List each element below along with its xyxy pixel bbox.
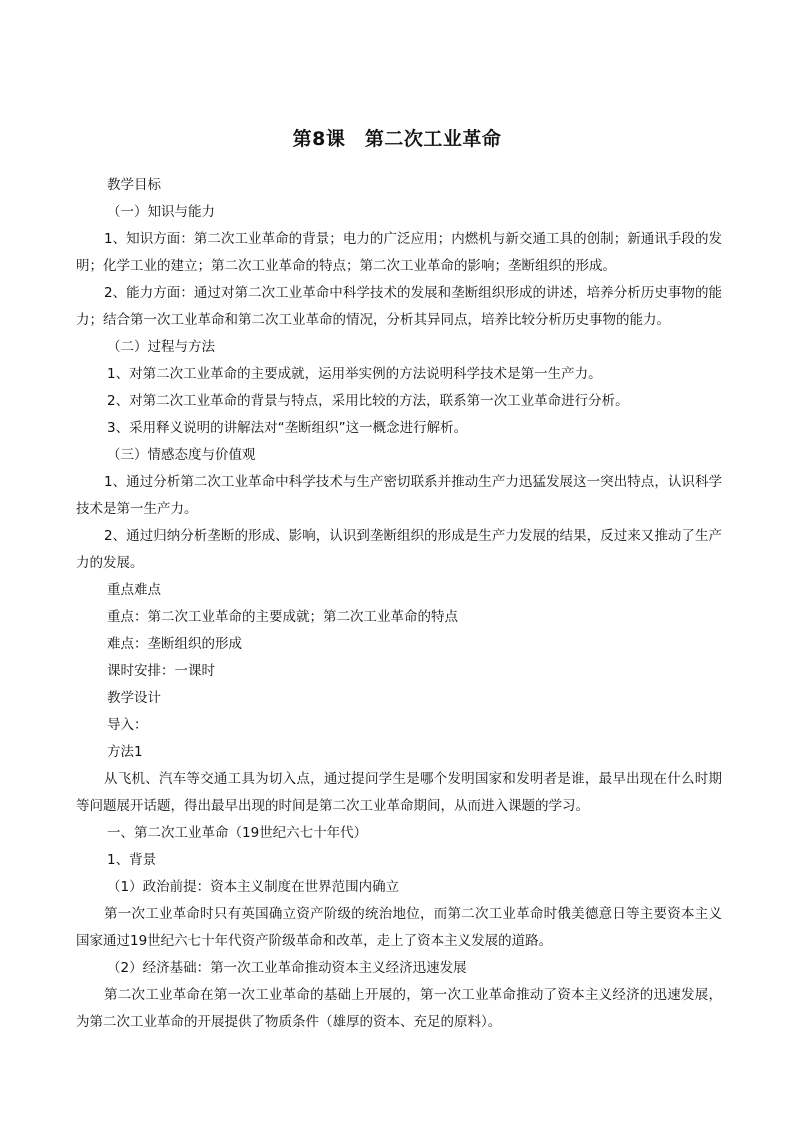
paragraph-knowledge: 1、知识方面：第二次工业革命的背景；电力的广泛应用；内燃机与新交通工具的创制；新通讯手段的发明；化学工业的建立；第二次工业革命的特点；第二次工业革命的影响；垄断组织的形成。: [76, 231, 722, 274]
text-line: 难点：垄断组织的形成: [107, 636, 242, 652]
paragraph-political: 第一次工业革命时只有英国确立资产阶级的统治地位，而第二次工业革命时俄美德意日等主要资本主义国家通过19世纪六七十年代资产阶级革命和改革，走上了资本主义发展的道路。: [76, 906, 722, 949]
text-line: 重点：第二次工业革命的主要成就；第二次工业革命的特点: [107, 609, 458, 625]
text-line: 方法1: [107, 744, 143, 760]
section-heading-objectives: 教学目标: [107, 177, 161, 193]
text-line: 1、背景: [107, 852, 157, 868]
subheading-attitude-values: （三）情感态度与价值观: [107, 447, 256, 463]
text-line: 课时安排：一课时: [107, 663, 215, 679]
text-line: （2）经济基础：第一次工业革命推动资本主义经济迅速发展: [107, 960, 467, 976]
subheading-knowledge-ability: （一）知识与能力: [107, 204, 215, 220]
paragraph-method: 从飞机、汽车等交通工具为切入点，通过提问学生是哪个发明国家和发明者是谁，最早出现在什么时期等问题展开话题，得出最早出现的时间是第二次工业革命期间，从而进入课题的学习。: [76, 771, 722, 814]
text-line: 3、采用释义说明的讲解法对“垄断组织”这一概念进行解析。: [107, 420, 468, 436]
section-heading-design: 教学设计: [107, 690, 161, 706]
paragraph-values-2: 2、通过归纳分析垄断的形成、影响，认识到垄断组织的形成是生产力发展的结果，反过来又推动了生产力的发展。: [76, 528, 722, 571]
paragraph-ability: 2、能力方面：通过对第二次工业革命中科学技术的发展和垄断组织形成的讲述，培养分析历史事物的能力；结合第一次工业革命和第二次工业革命的情况，分析其异同点，培养比较分析历史事物的能力。: [76, 285, 722, 328]
text-line: 导入：: [107, 717, 148, 733]
text-line: 1、对第二次工业革命的主要成就，运用举实例的方法说明科学技术是第一生产力。: [107, 366, 602, 382]
paragraph-economic: 第二次工业革命在第一次工业革命的基础上开展的，第一次工业革命推动了资本主义经济的迅速发展，为第二次工业革命的开展提供了物质条件（雄厚的资本、充足的原料）。: [76, 987, 722, 1030]
page-title: 第8课 第二次工业革命: [292, 128, 502, 150]
text-line: 2、对第二次工业革命的背景与特点，采用比较的方法，联系第一次工业革命进行分析。: [107, 393, 629, 409]
paragraph-values-1: 1、通过分析第二次工业革命中科学技术与生产密切联系并推动生产力迅猛发展这一突出特点，认识科学技术是第一生产力。: [76, 474, 722, 517]
section-heading-revolution: 一、第二次工业革命（19世纪六七十年代）: [107, 825, 368, 841]
subheading-process-method: （二）过程与方法: [107, 339, 215, 355]
section-heading-key-points: 重点难点: [107, 582, 161, 598]
text-line: （1）政治前提：资本主义制度在世界范围内确立: [107, 879, 400, 895]
